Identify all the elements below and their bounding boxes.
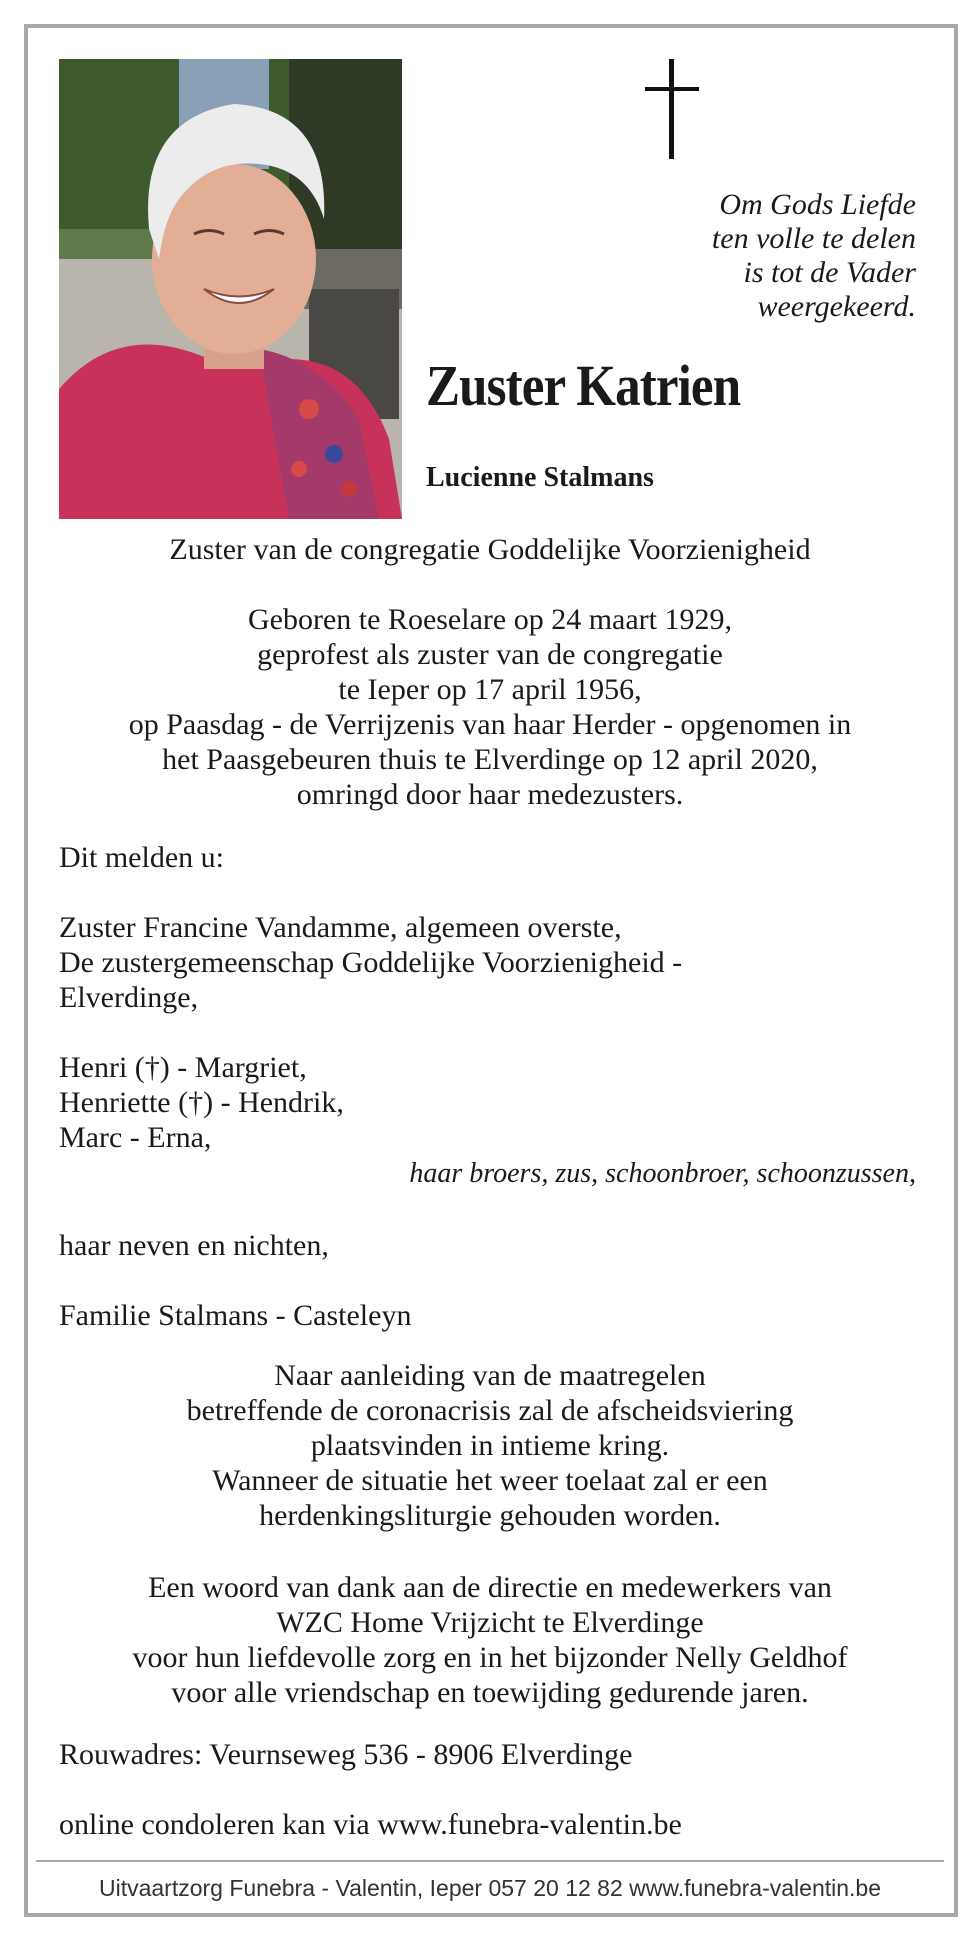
mourning-address: Rouwadres: Veurnseweg 536 - 8906 Elverdinge	[59, 1738, 633, 1771]
life-line: Geboren te Roeselare op 24 maart 1929,	[248, 603, 732, 636]
life-line: te Ieper op 17 april 1956,	[338, 673, 642, 706]
family-line: De zustergemeenschap Goddelijke Voorzienigheid -	[59, 946, 683, 979]
sibling-line: Henriette (†) - Hendrik,	[59, 1086, 344, 1119]
siblings-relation: haar broers, zus, schoonbroer, schoonzussen,	[409, 1158, 916, 1189]
family-line: Elverdinge,	[59, 981, 199, 1014]
cross-icon	[637, 59, 707, 159]
thanks-line: WZC Home Vrijzicht te Elverdinge	[276, 1606, 704, 1639]
announcement-intro: Dit melden u:	[59, 841, 224, 874]
family-line: Zuster Francine Vandamme, algemeen overste,	[59, 911, 622, 944]
siblings-list	[59, 1050, 919, 1155]
thanks-line: voor alle vriendschap en toewijding gedurende jaren.	[171, 1676, 809, 1709]
motto-line: is tot de Vader	[743, 256, 916, 289]
motto-line: ten volle te delen	[711, 222, 916, 255]
notice-line: herdenkingsliturgie gehouden worden.	[259, 1499, 721, 1532]
portrait-photo	[59, 59, 402, 519]
sibling-line: Marc - Erna,	[59, 1121, 212, 1154]
congregation-line: Zuster van de congregatie Goddelijke Voorzienigheid	[169, 533, 811, 566]
corona-notice	[40, 1358, 940, 1533]
notice-line: plaatsvinden in intieme kring.	[310, 1429, 670, 1462]
life-line: het Paasgebeuren thuis te Elverdinge op 12 april 2020,	[162, 743, 818, 776]
deceased-religious-name: Zuster Katrien	[426, 353, 741, 418]
notice-line: Naar aanleiding van de maatregelen	[274, 1359, 706, 1392]
notice-line: betreffende de coronacrisis zal de afscheidsviering	[186, 1394, 794, 1427]
thanks-note	[40, 1570, 940, 1710]
online-condolences: online condoleren kan via www.funebra-valentin.be	[59, 1808, 682, 1841]
nephews-line: haar neven en nichten,	[59, 1229, 329, 1262]
life-line: op Paasdag - de Verrijzenis van haar Herder - opgenomen in	[128, 708, 852, 741]
thanks-line: Een woord van dank aan de directie en medewerkers van	[148, 1571, 832, 1604]
footer-funeral-home: Uitvaartzorg Funebra - Valentin, Ieper 057 20 12 82 www.funebra-valentin.be	[98, 1875, 882, 1901]
motto-line: weergekeerd.	[757, 290, 916, 323]
thanks-line: voor hun liefdevolle zorg en in het bijzonder Nelly Geldhof	[132, 1641, 848, 1674]
life-line: geprofest als zuster van de congregatie	[257, 638, 723, 671]
congregation-family	[59, 910, 919, 1015]
family-name-line: Familie Stalmans - Casteleyn	[59, 1299, 412, 1332]
life-details	[40, 602, 940, 812]
sibling-line: Henri (†) - Margriet,	[59, 1051, 307, 1084]
life-line: omringd door haar medezusters.	[296, 778, 684, 811]
motto-quote	[556, 188, 916, 324]
footer-divider	[36, 1860, 944, 1862]
deceased-civil-name: Lucienne Stalmans	[426, 462, 654, 493]
notice-line: Wanneer de situatie het weer toelaat zal er een	[212, 1464, 768, 1497]
motto-line: Om Gods Liefde	[719, 188, 916, 221]
